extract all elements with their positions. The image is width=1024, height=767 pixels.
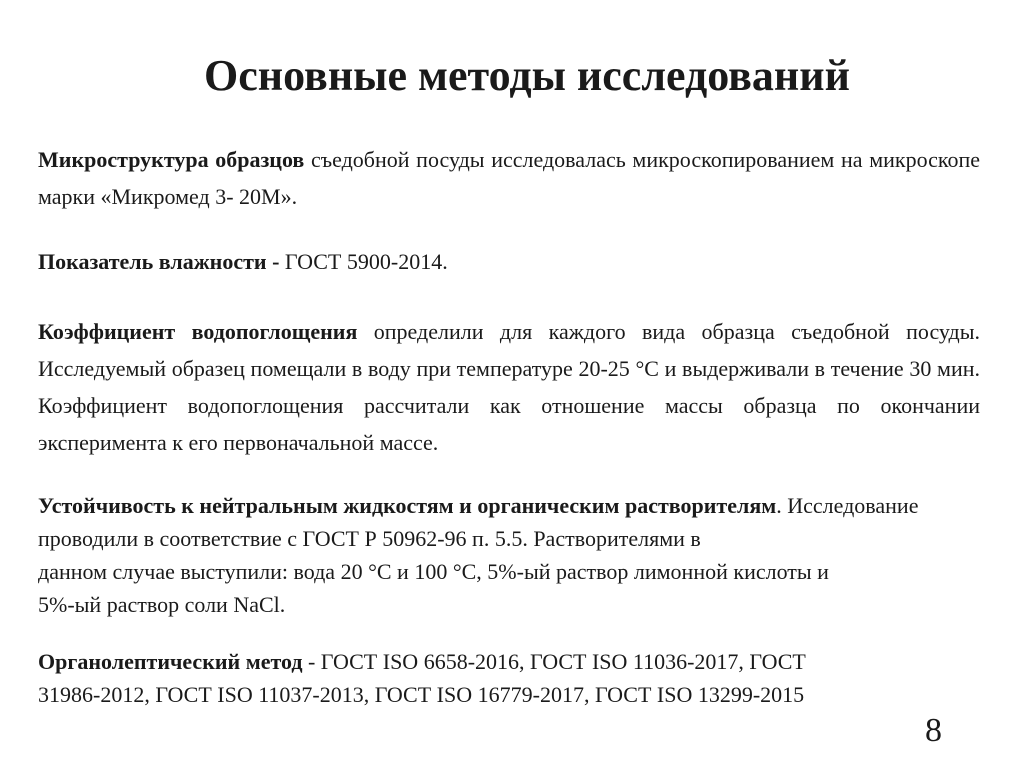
water-absorption-text: определили для каждого вида образца съедобной посуды. Исследуемый образец помещали в воду при температуре 20-25 °С и выдерживали в течение 30 мин. Коэффициент водопоглощения рассчитали как отношение массы образца по окончании эксперимента к его первоначальной массе.: [38, 319, 981, 455]
stability-line-2: данном случае выступили: вода 20 °С и 100 °С, 5%-ый раствор лимонной кислоты и: [38, 559, 829, 584]
stability-term: Устойчивость к нейтральным жидкостям и органическим растворителям: [38, 493, 777, 518]
organoleptic-term: Органолептический метод: [38, 649, 303, 674]
microstructure-paragraph: [38, 141, 980, 215]
stability-paragraph: [38, 489, 980, 621]
water-absorption-term: Коэффициент водопоглощения: [38, 319, 358, 344]
organoleptic-text-1: - ГОСТ ISO 6658-2016, ГОСТ ISO 11036-2017, ГОСТ: [302, 649, 806, 674]
moisture-text: ГОСТ 5900-2014.: [284, 249, 448, 274]
organoleptic-line-2: 31986-2012, ГОСТ ISO 11037-2013, ГОСТ ISO 16779-2017, ГОСТ ISO 13299-2015: [38, 682, 805, 707]
moisture-term: Показатель влажности -: [38, 249, 285, 274]
slide-title: Основные методы исследований: [204, 51, 850, 100]
water-absorption-paragraph: [38, 313, 980, 461]
stability-line-1: [38, 489, 980, 555]
organoleptic-line-1: [38, 645, 980, 678]
microstructure-text: съедобной посуды исследовалась микроскопированием на микроскопе марки «Микромед 3- 20М».: [38, 147, 980, 209]
stability-text-1: . Исследование проводили в соответствие с ГОСТ Р 50962-96 п. 5.5. Растворителями в: [38, 493, 919, 551]
page-number: 8: [925, 712, 942, 749]
organoleptic-paragraph: [38, 645, 980, 711]
microstructure-term: Микроструктура образцов: [38, 147, 305, 172]
moisture-paragraph: [38, 246, 980, 278]
stability-line-3: 5%-ый раствор соли NaCl.: [38, 592, 286, 617]
